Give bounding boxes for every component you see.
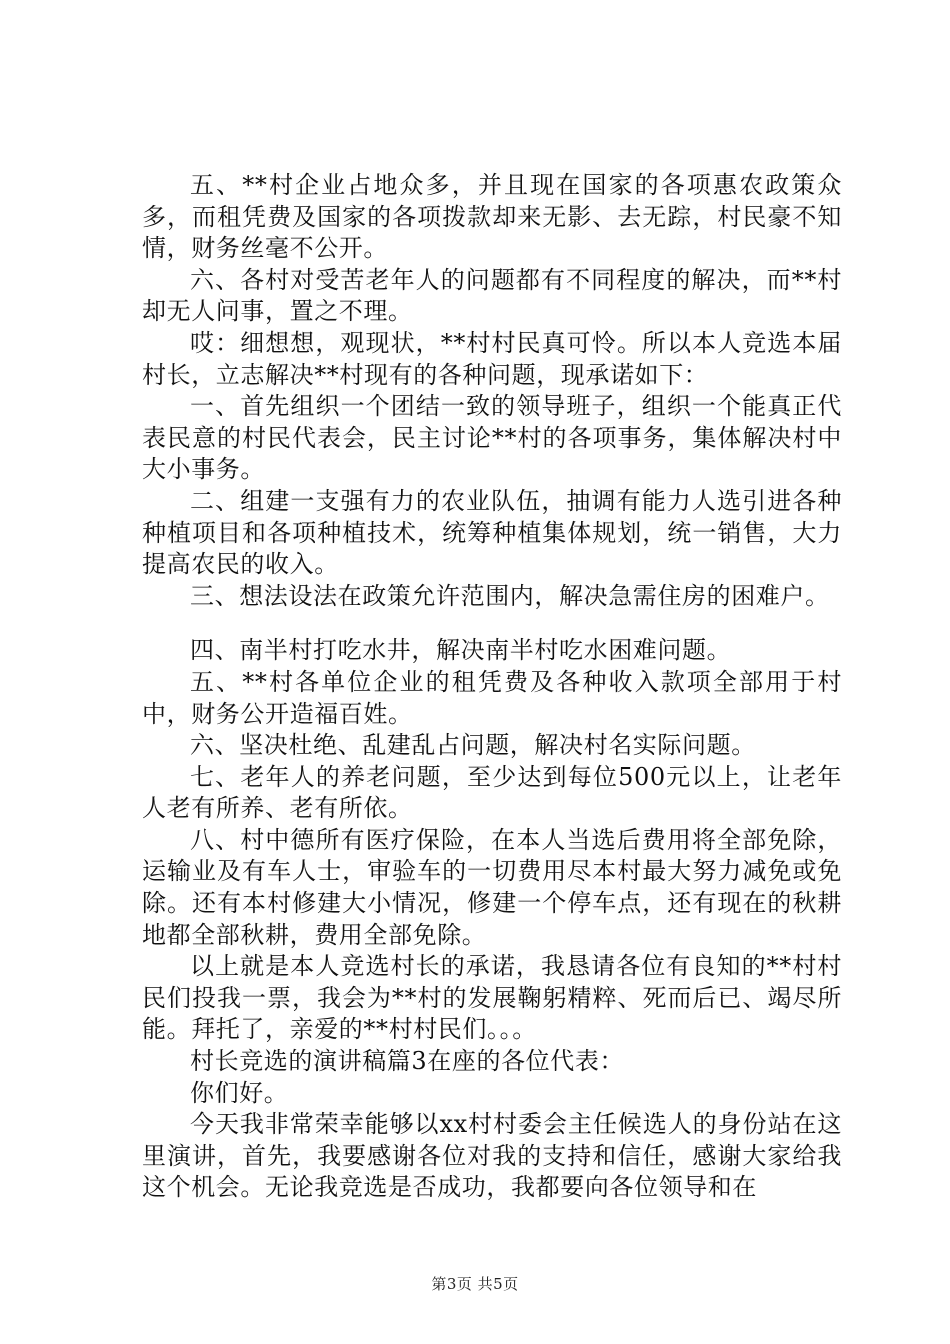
paragraph: 以上就是本人竞选村长的承诺，我恳请各位有良知的**村村民们投我一票，我会为**村的发展鞠躬精粹、死而后已、竭尽所能。拜托了，亲爱的**村村民们。。。: [142, 952, 842, 1044]
paragraph: 三、想法设法在政策允许范围内，解决急需住房的困难户。: [190, 581, 830, 610]
paragraph: 今天我非常荣幸能够以xx村村委会主任候选人的身份站在这里演讲，首先，我要感谢各位对我的支持和信任，感谢大家给我这个机会。无论我竞选是否成功，我都要向各位领导和在: [142, 1110, 842, 1202]
paragraph: 六、坚决杜绝、乱建乱占问题，解决村名实际问题。: [190, 731, 756, 760]
paragraph: 五、**村各单位企业的租凭费及各种收入款项全部用于村中，财务公开造福百姓。: [142, 667, 842, 728]
paragraph: 八、村中德所有医疗保险，在本人当选后费用将全部免除，运输业及有车人士，审验车的一切费用尽本村最大努力减免或免除。还有本村修建大小情况，修建一个停车点，还有现在的秋耕地都全部秋耕，费用全部免除。: [142, 825, 842, 949]
paragraph: 哎：细想想，观现状，**村村民真可怜。所以本人竞选本届村长，立志解决**村现有的各种问题，现承诺如下：: [142, 328, 842, 389]
paragraph: 二、组建一支强有力的农业队伍，抽调有能力人选引进各种种植项目和各项种植技术，统筹种植集体规划，统一销售，大力提高农民的收入。: [142, 486, 842, 579]
paragraph: 村长竞选的演讲稿篇3在座的各位代表：: [190, 1047, 625, 1076]
page-footer: [0, 1273, 950, 1294]
paragraph: 七、老年人的养老问题，至少达到每位500元以上，让老年人老有所养、老有所依。: [142, 762, 842, 823]
page-number-label: 第3页 共5页: [431, 1275, 519, 1293]
paragraph: 你们好。: [190, 1078, 289, 1107]
paragraph: 一、首先组织一个团结一致的领导班子，组织一个能真正代表民意的村民代表会，民主讨论**村的各项事务，集体解决村中大小事务。: [142, 392, 842, 484]
paragraph: 四、南半村打吃水井，解决南半村吃水困难问题。: [190, 636, 732, 665]
document-body: [142, 170, 842, 1204]
paragraph: 五、**村企业占地众多，并且现在国家的各项惠农政策众多，而租凭费及国家的各项拨款却来无影、去无踪，村民豪不知情，财务丝毫不公开。: [142, 171, 842, 263]
paragraph: 六、各村对受苦老年人的问题都有不同程度的解决，而**村却无人问事，置之不理。: [142, 265, 842, 326]
